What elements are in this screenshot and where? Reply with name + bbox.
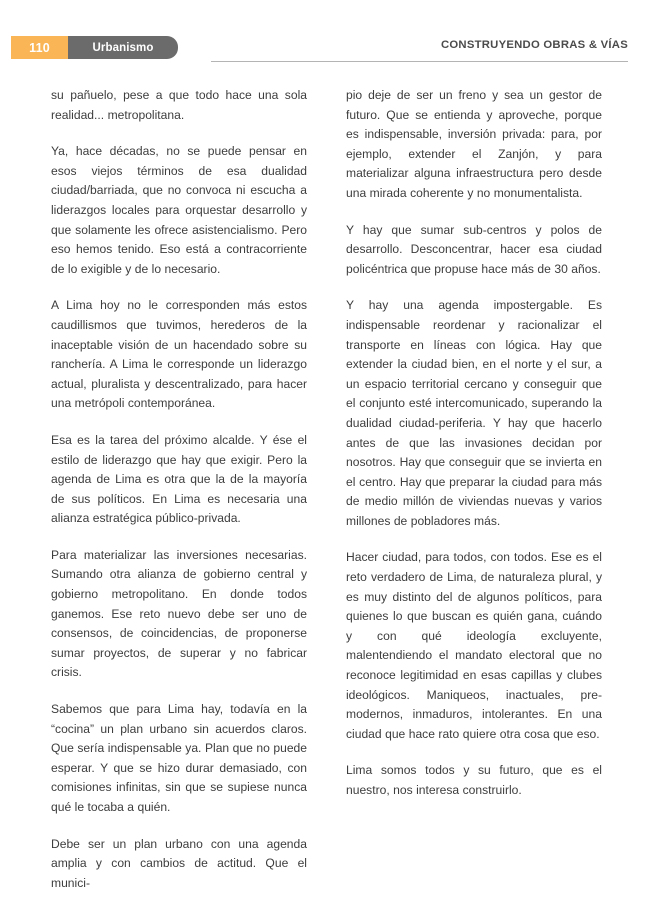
right-column	[346, 86, 602, 893]
article-body	[51, 86, 603, 893]
section-tab	[68, 36, 178, 59]
paragraph: Para materializar las inversiones necesarias. Sumando otra alianza de gobierno central y gobierno metropolitano. En donde todos ganemos. Ese reto nuevo debe ser uno de consensos, de coincidencias, de proponerse sumar proyectos, de superar y no fabricar crisis.	[51, 547, 307, 680]
paragraph: A Lima hoy no le corresponden más estos caudillismos que tuvimos, herederos de la inaceptable visión de un hacendado sobre su ranchería. A Lima le corresponde un liderazgo actual, pluralista y descentralizado, para hacer una metrópoli contemporánea.	[51, 298, 307, 411]
section-tab-label: Urbanismo	[92, 41, 154, 54]
paragraph: Lima somos todos y su futuro, que es el nuestro, nos interesa construirlo.	[346, 763, 602, 797]
publication-title: CONSTRUYENDO OBRAS & VÍAS	[440, 39, 628, 51]
page-header	[0, 0, 650, 72]
paragraph: Y hay que sumar sub-centros y polos de desarrollo. Desconcentrar, hacer esa ciudad policéntrica que propuse hace más de 30 años.	[346, 222, 602, 276]
paragraph: Ya, hace décadas, no se puede pensar en esos viejos términos de esa dualidad ciudad/barriada, que no convoca ni escucha a liderazgos locales para orquestar desarrollo y que solamente les ofrece asistencialismo. Pero eso hemos tenido. Eso está a contracorriente de lo exigible y de lo necesario.	[51, 144, 307, 276]
paragraph: Sabemos que para Lima hay, todavía en la “cocina” un plan urbano sin acuerdos claros. Que sería indispensable ya. Plan que no puede esperar. Y que se hizo durar demasiado, con comisiones infinitas, sin que se supiese nunca qué le tocaba a quién.	[51, 702, 307, 814]
paragraph: Y hay una agenda impostergable. Es indispensable reordenar y racionalizar el transporte en líneas con lógica. Hay que extender la ciudad bien, en el norte y el sur, a un espacio territorial cercano y conseguir que el conjunto esté intercomunicado, superando la dualidad ciudad-periferia. Y hay que hacerlo antes de que las invasiones decidan por nosotros. Hay que conseguir que se invierta en el centro. Hay que preparar la ciudad para más de medio millón de viviendas nuevas y varios millones de pobladores más.	[346, 298, 602, 528]
paragraph: pio deje de ser un freno y sea un gestor de futuro. Que se entienda y aproveche, porque es indispensable, inversión privada: para, por ejemplo, extender el Zanjón, y para materializar alguna infraestructura pero desde una mirada coherente y no monumentalista.	[346, 88, 602, 200]
header-divider	[211, 61, 628, 62]
paragraph: Debe ser un plan urbano con una agenda amplia y con cambios de actitud. Que el munici-	[51, 836, 307, 890]
left-column	[51, 86, 307, 893]
paragraph: Hacer ciudad, para todos, con todos. Ese es el reto verdadero de Lima, de naturaleza plural, y es muy distinto del de algunos políticos, para quienes lo que buscan es quién gana, cuándo y con qué ideología excluyente, malentendiendo el mandato electoral que no reconoce legitimidad en esas capillas y clubes ideológicos. Maniqueos, inactuales, pre-modernos, inmaduros, intolerantes. En una ciudad que hace rato quiere otra cosa que eso.	[346, 550, 602, 741]
page-number-label: 110	[29, 40, 50, 55]
page-number-badge	[11, 36, 68, 59]
paragraph: su pañuelo, pese a que todo hace una sola realidad... metropolitana.	[51, 88, 307, 122]
paragraph: Esa es la tarea del próximo alcalde. Y ése el estilo de liderazgo que hay que exigir. Pero la agenda de Lima es otra que la de la mayoría de sus políticos. En Lima es necesaria una alianza estratégica público-privada.	[51, 432, 307, 526]
